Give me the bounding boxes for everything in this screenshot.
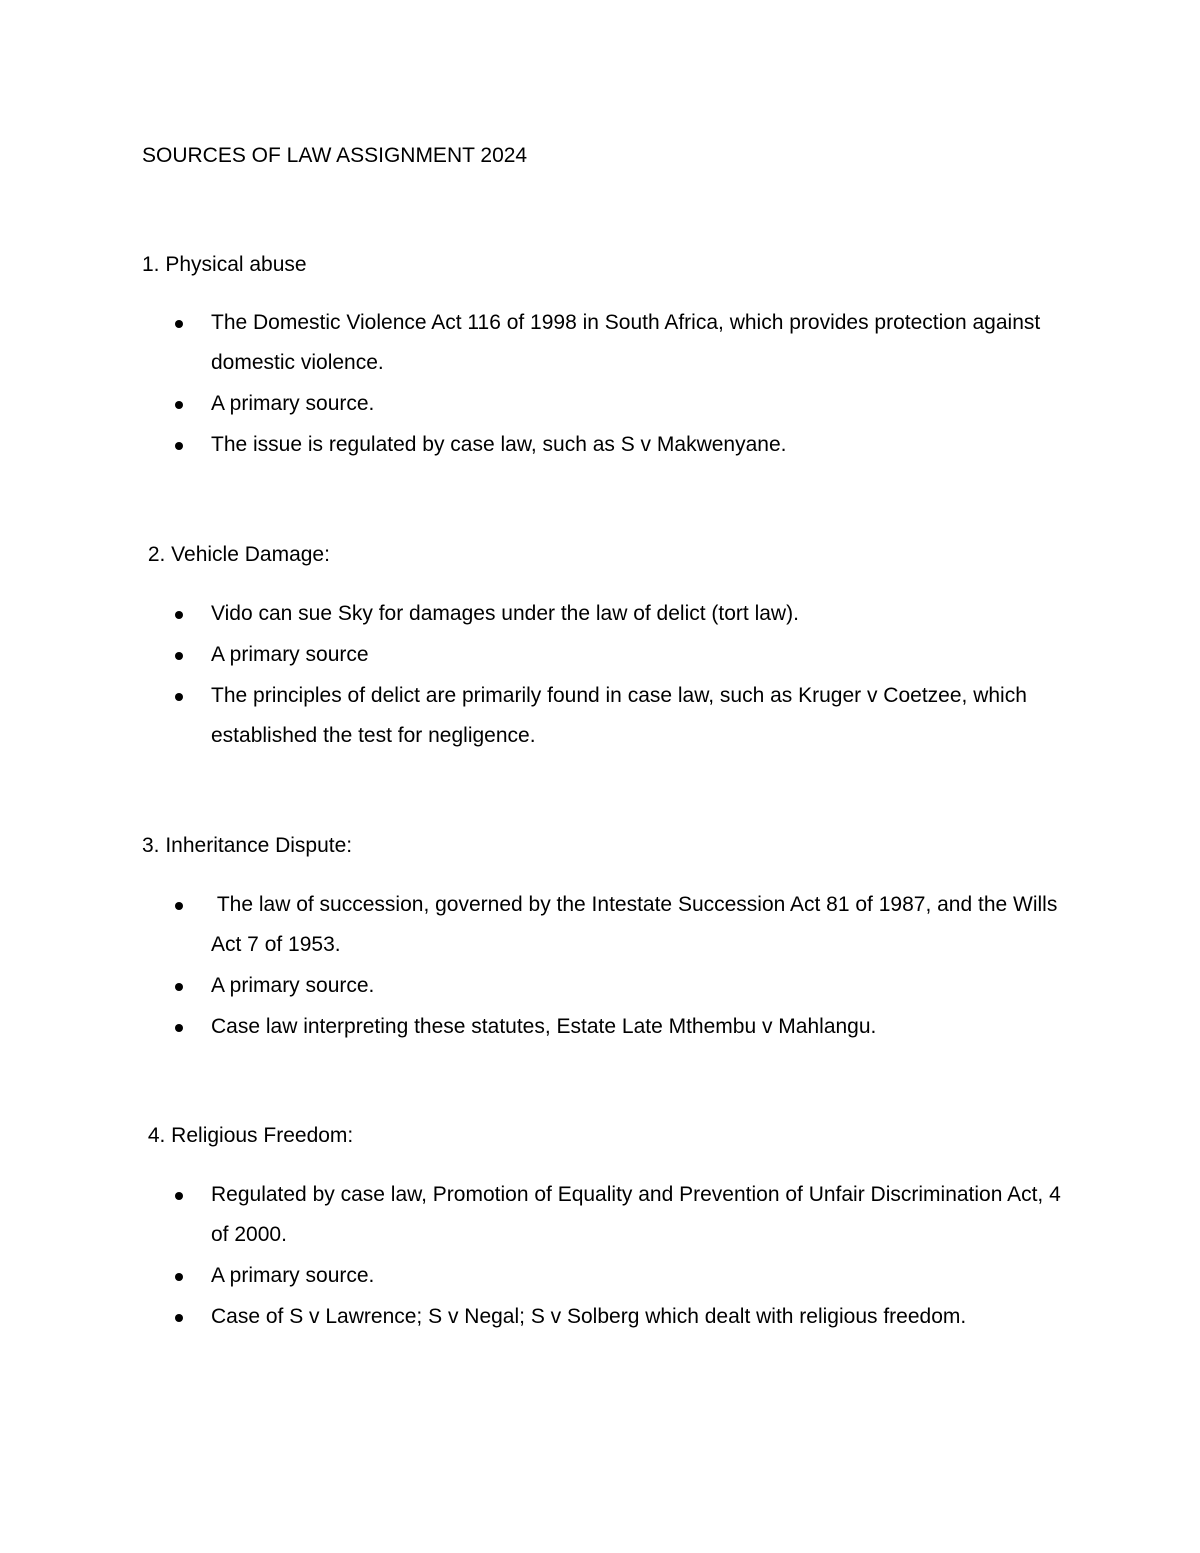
list-item-text: Case law interpreting these statutes, Estate Late Mthembu v Mahlangu. <box>211 1015 877 1038</box>
section-heading: 3. Inheritance Dispute: <box>142 834 353 857</box>
list-item <box>0 425 1071 465</box>
bullet-icon <box>175 320 183 328</box>
list-item-text: A primary source. <box>211 974 375 997</box>
section-heading: 4. Religious Freedom: <box>142 1124 354 1147</box>
bullet-icon <box>175 902 183 910</box>
list-item-text: A primary source <box>211 643 369 666</box>
bullet-icon <box>175 611 183 619</box>
document-title: SOURCES OF LAW ASSIGNMENT 2024 <box>142 144 528 167</box>
bullet-icon <box>175 1024 183 1032</box>
bullet-icon <box>175 1273 183 1281</box>
bullet-icon <box>175 442 183 450</box>
section-heading: 2. Vehicle Damage: <box>142 543 330 566</box>
list-item <box>0 303 1071 383</box>
list-item-text: The issue is regulated by case law, such as S v Makwenyane. <box>211 433 787 456</box>
list-item <box>0 1256 1071 1296</box>
list-item-text: The law of succession, governed by the Intestate Succession Act 81 of 1987, and the Wills Act 7 of 1953. <box>211 893 1063 956</box>
bullet-list <box>0 1175 1071 1338</box>
list-item <box>0 635 1071 675</box>
list-item-text: A primary source. <box>211 392 375 415</box>
bullet-list <box>0 885 1071 1048</box>
list-item <box>0 885 1071 965</box>
list-item <box>0 594 1071 634</box>
bullet-icon <box>175 1192 183 1200</box>
list-item <box>0 966 1071 1006</box>
list-item-text: Regulated by case law, Promotion of Equality and Prevention of Unfair Discrimination Act, 4 of 2000. <box>211 1183 1061 1246</box>
list-item-text: Case of S v Lawrence; S v Negal; S v Solberg which dealt with religious freedom. <box>211 1305 967 1328</box>
bullet-list <box>0 594 1071 757</box>
section-heading: 1. Physical abuse <box>142 253 307 276</box>
list-item-text: Vido can sue Sky for damages under the law of delict (tort law). <box>211 602 799 625</box>
list-item-text: A primary source. <box>211 1264 375 1287</box>
list-item-text: The principles of delict are primarily found in case law, such as Kruger v Coetzee, which established the test for negligence. <box>211 684 1027 747</box>
bullet-icon <box>175 401 183 409</box>
bullet-icon <box>175 1314 183 1322</box>
list-item <box>0 676 1071 756</box>
bullet-icon <box>175 652 183 660</box>
bullet-list <box>0 303 1071 466</box>
list-item-text: The Domestic Violence Act 116 of 1998 in South Africa, which provides protection against domestic violence. <box>211 311 1041 374</box>
list-item <box>0 1007 1071 1047</box>
bullet-icon <box>175 983 183 991</box>
list-item <box>0 1175 1071 1255</box>
list-item <box>0 1297 1071 1337</box>
bullet-icon <box>175 693 183 701</box>
list-item <box>0 384 1071 424</box>
